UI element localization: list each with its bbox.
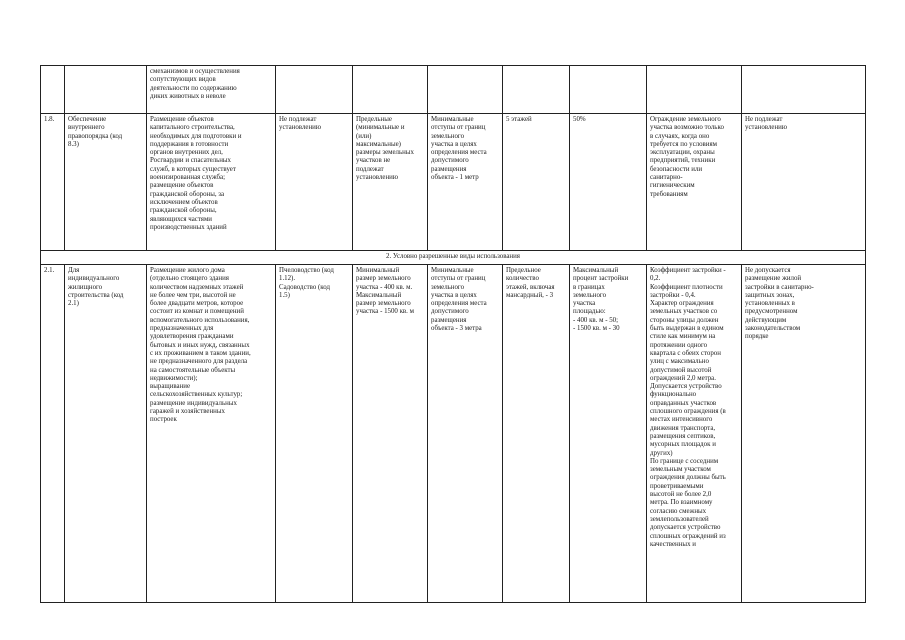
regulations-table [40,65,866,603]
cell-build-percent: Максимальный процент застройки в границах земельного участка площадью: - 400 кв. м - 50; - 1500 кв. м - 30 [570,265,647,603]
cell-auxiliary-uses: Пчеловодство (код 1.12). Садоводство (код 1.5) [276,265,353,603]
cell-floors: Предельное количество этажей, включая мансардный, - 3 [503,265,570,603]
cell-build-percent: 50% [570,114,647,251]
cell-number [41,66,65,114]
cell-number: 1.8. [41,114,65,251]
cell-setbacks: Минимальные отступы от границ земельного участка в целях определения места допустимого размещения объекта - 3 метра [428,265,503,603]
cell-plot-size: Минимальный размер земельного участка - 400 кв. м. Максимальный размер земельного участка - 1500 кв. м [353,265,428,603]
cell-restrictions: Не допускается размещение жилой застройки в санитарно- защитных зонах, установленных в предусмотренном действующим законодательством порядке [742,265,866,603]
section-title: 2. Условно разрешенные виды использования [41,251,866,265]
cell-setbacks: Минимальные отступы от границ земельного участка в целях определения места допустимого размещения объекта - 1 метр [428,114,503,251]
cell-floors: 5 этажей [503,114,570,251]
cell-floors [503,66,570,114]
cell-use-name: Обеспечение внутреннего правопорядка (код 8.3) [65,114,147,251]
cell-auxiliary-uses: Не подлежат установлению [276,114,353,251]
cell-use-name: Для индивидуального жилищного строительства (код 2.1) [65,265,147,603]
table-row-1-8 [41,114,866,251]
cell-auxiliary-uses [276,66,353,114]
cell-setbacks [428,66,503,114]
cell-other-params: Коэффициент застройки - 0,2. Коэффициент плотности застройки - 0,4. Характер ограждения земельных участков со стороны улицы должен быть выдержан в едином стиле как минимум на протяжении одного квартала с обеих сторон улиц с максимально допустимой высотой ограждений 2,0 метра. Допускается устройство функционально оправданных участков сплошного ограждения (в местах интенсивного движения транспорта, размещения септиков, мусорных площадок и других) По границе с соседним земельным участком ограждения должны быть проветриваемыми высотой не более 2,0 метра. По взаимному согласию смежных землепользователей допускается устройство сплошных ограждений из качественных и [647,265,742,603]
cell-plot-size [353,66,428,114]
cell-other-params: Ограждение земельного участка возможно только в случаях, когда оно требуется по условиям эксплуатации, охраны предприятий, техники безопасности или санитарно- гигиеническим требованиям [647,114,742,251]
cell-description: Размещение жилого дома (отдельно стоящего здания количеством надземных этажей не более чем три, высотой не более двадцати метров, которое состоит из комнат и помещений вспомогательного использования, предназначенных для удовлетворения гражданами бытовых и иных нужд, связанных с их проживанием в таком здании, не предназначенного для раздела на самостоятельные объекты недвижимости); выращивание сельскохозяйственных культур; размещение индивидуальных гаражей и хозяйственных построек [147,265,276,603]
cell-use-name [65,66,147,114]
cell-restrictions [742,66,866,114]
cell-other-params [647,66,742,114]
cell-plot-size: Предельные (минимальные и (или) максимальные) размеры земельных участков не подлежат установлению [353,114,428,251]
table-row-2-1 [41,265,866,603]
section-header-row [41,251,866,265]
cell-description: смеханизмов и осуществления сопутствующих видов деятельности по содержанию диких животных в неволе [147,66,276,114]
table-row-continued [41,66,866,114]
cell-description: Размещение объектов капитального строительства, необходимых для подготовки и поддержания в готовности органов внутренних дел, Росгвардии и спасательных служб, в которых существует военизированная служба; размещение объектов гражданской обороны, за исключением объектов гражданской обороны, являющихся частями производственных зданий [147,114,276,251]
cell-number: 2.1. [41,265,65,603]
cell-build-percent [570,66,647,114]
cell-restrictions: Не подлежат установлению [742,114,866,251]
